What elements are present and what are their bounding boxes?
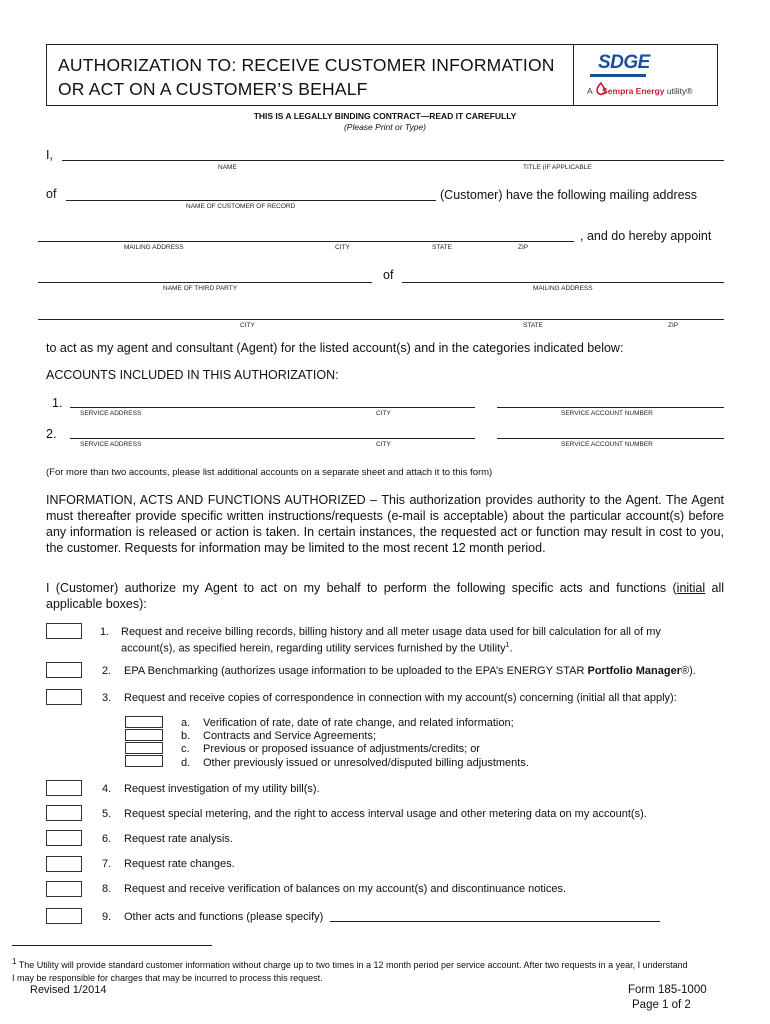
subitem-a-text: Verification of rate, date of rate change, and related information; bbox=[203, 717, 514, 729]
item-2-text: EPA Benchmarking (authorizes usage information to be uploaded to the EPA’s ENERGY STAR Portfolio Manager®). bbox=[124, 665, 696, 677]
authorize-paragraph: I (Customer) authorize my Agent to act on my behalf to perform the following specific acts and functions (initial all applicable boxes): bbox=[46, 581, 724, 611]
account-2-number-field[interactable] bbox=[497, 438, 724, 439]
logo-subtitle: A Sempra Energy utility® bbox=[587, 86, 693, 96]
item-4-num: 4. bbox=[102, 783, 112, 795]
item-1-checkbox[interactable] bbox=[46, 623, 82, 639]
account-row-2-num: 2. bbox=[46, 427, 57, 441]
state-caption: STATE bbox=[432, 244, 452, 251]
third-party-name-field[interactable] bbox=[38, 282, 372, 283]
subitem-a-letter: a. bbox=[181, 717, 191, 729]
account-2-city-caption: CITY bbox=[376, 441, 391, 448]
city-caption: CITY bbox=[335, 244, 350, 251]
item-6-text: Request rate analysis. bbox=[124, 833, 233, 845]
item-3-text: Request and receive copies of correspondence in connection with my account(s) concerning (initial all that apply): bbox=[124, 692, 677, 704]
item-3-num: 3. bbox=[102, 692, 112, 704]
name-caption: NAME bbox=[218, 164, 237, 171]
account-1-number-field[interactable] bbox=[497, 407, 724, 408]
subitem-d-text: Other previously issued or unresolved/disputed billing adjustments. bbox=[203, 757, 529, 769]
subitem-c-text: Previous or proposed issuance of adjustments/credits; or bbox=[203, 743, 480, 755]
item-2-num: 2. bbox=[102, 665, 112, 677]
subitem-c-checkbox[interactable] bbox=[125, 742, 163, 754]
item-8-checkbox[interactable] bbox=[46, 881, 82, 897]
item-9-num: 9. bbox=[102, 911, 112, 923]
customer-name-caption: NAME OF CUSTOMER OF RECORD bbox=[186, 203, 296, 210]
of-label: of bbox=[46, 187, 57, 201]
item-5-checkbox[interactable] bbox=[46, 805, 82, 821]
name-title-field[interactable] bbox=[62, 160, 724, 161]
info-paragraph: INFORMATION, ACTS AND FUNCTIONS AUTHORIZED – This authorization provides authority to the Agent. The Agent must thereafter provide specific written instructions/requests (e-mail is acceptable) about the particular account(s) before any information is released or action is taken. In certain instances, the requested act or function may result in cost to you, the customer. Requests for information may be limited to the most recent 12 month period. bbox=[46, 493, 724, 555]
subitem-d-letter: d. bbox=[181, 757, 191, 769]
mailing-address-caption: MAILING ADDRESS bbox=[124, 244, 184, 251]
contract-notice: THIS IS A LEGALLY BINDING CONTRACT—READ IT CAREFULLY bbox=[253, 111, 517, 121]
mailing-address-field[interactable] bbox=[38, 241, 574, 242]
subitem-b-checkbox[interactable] bbox=[125, 729, 163, 741]
agent-text: to act as my agent and consultant (Agent) for the listed account(s) and in the categories indicated below: bbox=[46, 341, 624, 355]
account-2-address-field[interactable] bbox=[70, 438, 475, 439]
item-6-num: 6. bbox=[102, 833, 112, 845]
page-title: AUTHORIZATION TO: RECEIVE CUSTOMER INFORMATION OR ACT ON A CUSTOMER’S BEHALF bbox=[58, 55, 555, 99]
print-notice: (Please Print or Type) bbox=[343, 122, 427, 132]
item-3-checkbox[interactable] bbox=[46, 689, 82, 705]
zip2-caption: ZIP bbox=[668, 322, 679, 329]
of2-label: of bbox=[383, 268, 394, 282]
appoint-text: , and do hereby appoint bbox=[580, 229, 712, 243]
logo-bar bbox=[590, 74, 646, 77]
item-7-checkbox[interactable] bbox=[46, 856, 82, 872]
account-1-number-caption: SERVICE ACCOUNT NUMBER bbox=[561, 410, 653, 417]
page-number: Page 1 of 2 bbox=[632, 999, 691, 1011]
account-row-1-num: 1. bbox=[52, 396, 63, 410]
item-4-text: Request investigation of my utility bill(s). bbox=[124, 783, 320, 795]
item-5-num: 5. bbox=[102, 808, 112, 820]
third-party-address-field[interactable] bbox=[402, 282, 724, 283]
item-8-num: 8. bbox=[102, 883, 112, 895]
zip-caption: ZIP bbox=[518, 244, 529, 251]
account-2-number-caption: SERVICE ACCOUNT NUMBER bbox=[561, 441, 653, 448]
third-party-caption: NAME OF THIRD PARTY bbox=[163, 285, 238, 292]
account-1-address-caption: SERVICE ADDRESS bbox=[80, 410, 142, 417]
subitem-b-letter: b. bbox=[181, 730, 191, 742]
city2-caption: CITY bbox=[240, 322, 255, 329]
form-number: Form 185-1000 bbox=[628, 984, 707, 996]
subitem-a-checkbox[interactable] bbox=[125, 716, 163, 728]
item-1-num: 1. bbox=[100, 626, 110, 638]
accounts-note: (For more than two accounts, please list additional accounts on a separate sheet and attach it to this form) bbox=[46, 467, 493, 478]
item-9-text: Other acts and functions (please specify) bbox=[124, 911, 324, 923]
customer-name-field[interactable] bbox=[66, 200, 436, 201]
account-2-address-caption: SERVICE ADDRESS bbox=[80, 441, 142, 448]
i-label: I, bbox=[46, 148, 53, 162]
sdge-logo: SDGE bbox=[598, 52, 650, 73]
footnote: $^1$ The Utility will provide standard customer information without charge up to two times in a 12 month period per service account. After two requests in a year, I understand I may be responsible for charges that may be incurred to process this request. bbox=[12, 957, 688, 983]
item-8-text: Request and receive verification of balances on my account(s) and discontinuance notices. bbox=[124, 883, 567, 895]
account-1-address-field[interactable] bbox=[70, 407, 475, 408]
item-4-checkbox[interactable] bbox=[46, 780, 82, 796]
customer-text: (Customer) have the following mailing address bbox=[440, 188, 698, 202]
title-caption: TITLE (IF APPLICABLE bbox=[523, 164, 592, 171]
item-1-text: Request and receive billing records, billing history and all meter usage data used for bill calculation for all of my account(s), as specified herein, regarding utility services furnished by the Utility$^1$. bbox=[121, 626, 661, 655]
third-party-city-field[interactable] bbox=[38, 319, 724, 320]
item-9-specify-field[interactable] bbox=[330, 921, 660, 922]
subitem-b-text: Contracts and Service Agreements; bbox=[203, 730, 377, 742]
mailing-address2-caption: MAILING ADDRESS bbox=[533, 285, 593, 292]
footnote-divider bbox=[12, 945, 212, 946]
accounts-heading: ACCOUNTS INCLUDED IN THIS AUTHORIZATION: bbox=[46, 368, 339, 382]
item-7-num: 7. bbox=[102, 858, 112, 870]
item-6-checkbox[interactable] bbox=[46, 830, 82, 846]
state2-caption: STATE bbox=[523, 322, 543, 329]
revised-date: Revised 1/2014 bbox=[30, 984, 107, 996]
account-1-city-caption: CITY bbox=[376, 410, 391, 417]
item-9-checkbox[interactable] bbox=[46, 908, 82, 924]
item-2-checkbox[interactable] bbox=[46, 662, 82, 678]
subitem-c-letter: c. bbox=[181, 743, 190, 755]
item-7-text: Request rate changes. bbox=[124, 858, 235, 870]
subitem-d-checkbox[interactable] bbox=[125, 755, 163, 767]
item-5-text: Request special metering, and the right to access interval usage and other metering data on my account(s). bbox=[124, 808, 647, 820]
